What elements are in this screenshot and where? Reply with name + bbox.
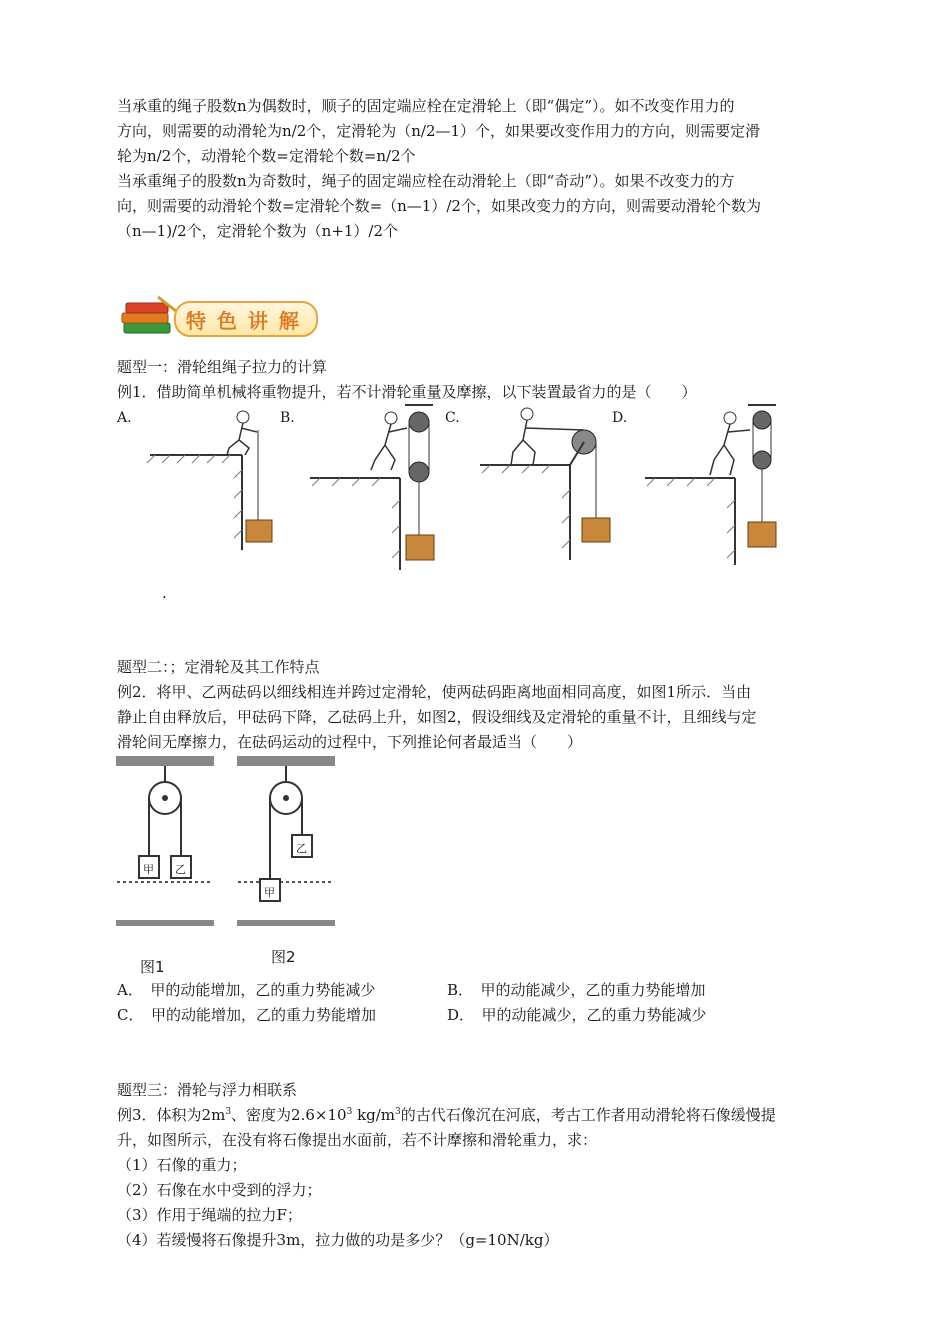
intro-line-3: 轮为n/2个，动滑轮个数=定滑轮个数=n/2个 (117, 147, 416, 165)
type1-dot: . (162, 584, 167, 602)
type3-item-2: （2）石像在水中受到的浮力； (117, 1181, 322, 1199)
type2-option-c: C． 甲的动能增加，乙的重力势能增加 (117, 1006, 376, 1024)
type2-question-line-2: 静止自由释放后，甲砝码下降，乙砝码上升，如图2，假设细线及定滑轮的重量不计，且细线与定 (117, 708, 757, 726)
type3-item-3: （3）作用于绳端的拉力F； (117, 1206, 302, 1224)
type3-question-line-1 (117, 1105, 776, 1125)
banner-title: 特 色 讲 解 (186, 309, 301, 333)
type2-option-a: A． 甲的动能增加，乙的重力势能减少 (117, 981, 376, 999)
q-mid-2: kg/m (352, 1106, 396, 1124)
figure-2-diagram (236, 753, 338, 938)
option-b-label: B. (280, 410, 295, 426)
q-post: 的古代石像沉在河底，考古工作者用动滑轮将石像缓慢提 (400, 1106, 776, 1124)
intro-line-4: 当承重绳子的股数n为奇数时，绳子的固定端应栓在动滑轮上（即“奇动”）。如果不改变力的方 (117, 172, 735, 190)
type1-question: 例1．借助简单机械将重物提升，若不计滑轮重量及摩擦，以下装置最省力的是（ ） (117, 383, 697, 401)
q-sup-2: 3 (346, 1107, 353, 1117)
type2-option-b: B． 甲的动能减少，乙的重力势能增加 (447, 981, 706, 999)
fig1-mass-jia: 甲 (143, 863, 154, 876)
type2-question-line-3: 滑轮间无摩擦力，在砝码运动的过程中，下列推论何者最适当（ ） (117, 733, 583, 751)
figure-2-label: 图2 (271, 948, 296, 966)
type2-heading: 题型二：；定滑轮及其工作特点 (117, 658, 320, 676)
fig1-mass-yi: 乙 (175, 863, 186, 876)
q-sup-1: 3 (225, 1107, 232, 1117)
option-a-label: A. (117, 410, 132, 426)
fig2-mass-yi: 乙 (296, 842, 307, 855)
option-d-label: D. (612, 410, 628, 426)
type2-option-d: D． 甲的动能减少，乙的重力势能减少 (447, 1006, 707, 1024)
option-c-label: C. (445, 410, 460, 426)
q-pre: 例3．体积为2m (117, 1106, 226, 1124)
q-mid-1: 、密度为2.6×10 (231, 1106, 347, 1124)
type1-heading: 题型一：滑轮组绳子拉力的计算 (117, 358, 328, 376)
figure-1-label: 图1 (140, 958, 165, 976)
intro-line-1: 当承重的绳子股数n为偶数时，顺子的固定端应栓在定滑轮上（即“偶定”）。如不改变作用力的 (117, 97, 735, 115)
type3-question-line-2: 升，如图所示，在没有将石像提出水面前，若不计摩擦和滑轮重力，求： (117, 1131, 598, 1149)
type2-question-line-1: 例2．将甲、乙两砝码以细线相连并跨过定滑轮，使两砝码距离地面相同高度，如图1所示．当由 (117, 683, 752, 701)
intro-line-5: 向，则需要的动滑轮个数=定滑轮个数=（n—1）/2个，如果改变力的方向，则需要动滑轮个数为 (117, 197, 761, 215)
intro-line-2: 方向，则需要的动滑轮为n/2个，定滑轮为（n/2—1）个，如果要改变作用力的方向，则需要定滑 (117, 122, 761, 140)
figure-c-diagram (475, 400, 615, 568)
intro-line-6: （n—1)/2个，定滑轮个数为（n+1）/2个 (117, 222, 399, 240)
figure-a-diagram (145, 400, 285, 560)
figure-b-diagram (305, 400, 445, 578)
fig2-mass-jia: 甲 (264, 886, 275, 899)
q-sup-3: 3 (395, 1107, 401, 1117)
figure-1-diagram (115, 753, 217, 938)
figure-d-diagram (640, 400, 780, 568)
type3-heading: 题型三：滑轮与浮力相联系 (117, 1081, 298, 1099)
type3-item-1: （1）石像的重力； (117, 1156, 247, 1174)
type3-item-4: （4）若缓慢将石像提升3m，拉力做的功是多少？（g=10N/kg） (117, 1231, 559, 1249)
feature-banner (118, 293, 318, 341)
